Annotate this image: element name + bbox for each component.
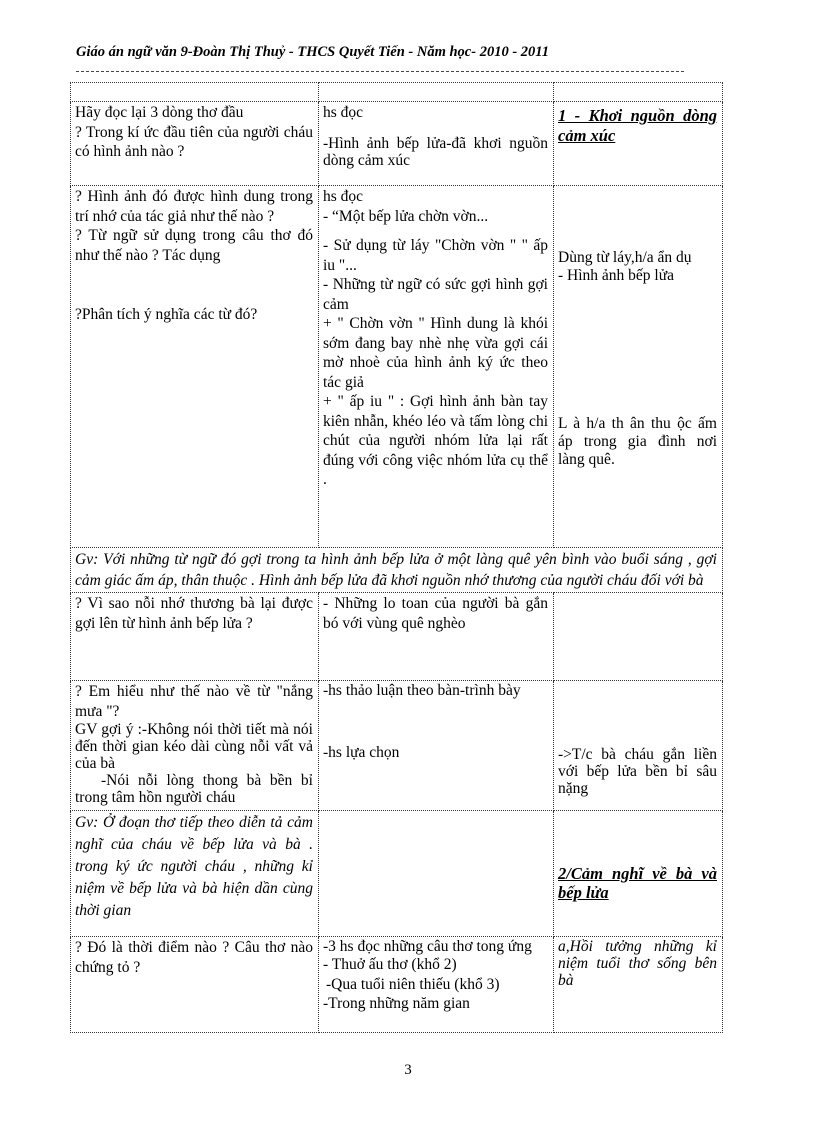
- table-row-spacer: [71, 83, 723, 102]
- table-row: [71, 186, 723, 548]
- table-row: [71, 593, 723, 681]
- content-cell: Dùng từ láy,h/a ẩn dụ - Hình ảnh bếp lửa L à h/a th ân thu ộc ấm áp trong gia đình nơi làng quê.: [554, 186, 723, 548]
- teacher-activity-cell: ? Hình ảnh đó được hình dung trong trí nhớ của tác giả như thế nào ? ? Từ ngữ sử dụng trong câu thơ đó như thế nào ? Tác dụng ?Phân tích ý nghĩa các từ đó?: [71, 186, 319, 548]
- page-header: Giáo án ngữ văn 9-Đoàn Thị Thuỷ - THCS Quyết Tiến - Năm học- 2010 - 2011: [76, 44, 549, 60]
- header-divider: [76, 71, 684, 72]
- teacher-note: Gv: Ở đoạn thơ tiếp theo diễn tả cảm nghĩ của cháu về bếp lửa và bà . trong ký ức người cháu , những kỉ niệm về bếp lửa và bà hiện dần cùng thời gian: [71, 811, 319, 937]
- content-cell: [554, 593, 723, 681]
- teacher-activity-cell: ? Em hiểu như thế nào về từ "nắng mưa "? GV gợi ý :-Không nói thời tiết mà nói đến thời gian kéo dài cùng nỗi vất vả của bà -Nói nỗi lòng thong bà bền bỉ trong tâm hồn người cháu: [71, 681, 319, 811]
- teacher-activity-cell: ? Vì sao nỗi nhớ thương bà lại được gợi lên từ hình ảnh bếp lửa ?: [71, 593, 319, 681]
- student-activity-cell: - Những lo toan của người bà gắn bó với vùng quê nghèo: [319, 593, 554, 681]
- page-number: 3: [404, 1062, 412, 1078]
- section-title: 1 - Khơi nguồn dòng cảm xúc: [558, 106, 717, 145]
- content-cell: [554, 811, 723, 937]
- teacher-note: Gv: Với những từ ngữ đó gợi trong ta hình ảnh bếp lửa ở một làng quê yên bình vào buổi sáng , gợi cảm giác ấm áp, thân thuộc . Hình ảnh bếp lửa đã khơi nguồn nhớ thương của người cháu đối với bà: [71, 548, 723, 593]
- student-activity-cell: -3 hs đọc những câu thơ tong ứng - Thuở ấu thơ (khổ 2) -Qua tuổi niên thiếu (khổ 3) -Trong những năm gian: [319, 937, 554, 1033]
- table-row: [71, 937, 723, 1033]
- table-row: [71, 102, 723, 186]
- student-activity-cell: -hs thảo luận theo bàn-trình bày -hs lựa chọn: [319, 681, 554, 811]
- content-cell: ->T/c bà cháu gắn liền với bếp lửa bền bỉ sâu nặng: [554, 681, 723, 811]
- teacher-activity-cell: Hãy đọc lại 3 dòng thơ đầu ? Trong kí ức đầu tiên của người cháu có hình ảnh nào ?: [71, 102, 319, 186]
- student-activity-cell: hs đọc -Hình ảnh bếp lửa-đã khơi nguồn dòng cảm xúc: [319, 102, 554, 186]
- student-activity-cell: [319, 811, 554, 937]
- content-cell: [554, 102, 723, 186]
- content-cell: a,Hồi tưởng những kỉ niệm tuổi thơ sống bên bà: [554, 937, 723, 1033]
- lesson-table: [70, 82, 723, 1033]
- teacher-activity-cell: ? Đó là thời điểm nào ? Câu thơ nào chứng tỏ ?: [71, 937, 319, 1033]
- table-row: [71, 811, 723, 937]
- section-title: 2/Cảm nghĩ về bà và bếp lửa: [558, 864, 717, 902]
- table-row-note: [71, 548, 723, 593]
- student-activity-cell: hs đọc - “Một bếp lửa chờn vờn... - Sử dụng từ láy "Chờn vờn " " ấp iu "... - Những từ ngữ có sức gợi hình gợi cảm + " Chờn vờn " Hình dung là khói sớm đang bay nhè nhẹ vừa gợi cái mờ nhoè của hình ảnh ký ức theo tác giả + " ấp iu " : Gợi hình ảnh bàn tay kiên nhẫn, khéo léo và tấm lòng chi chút của người nhóm lửa lại rất đúng với công việc nhóm lửa cụ thể .: [319, 186, 554, 548]
- table-row: [71, 681, 723, 811]
